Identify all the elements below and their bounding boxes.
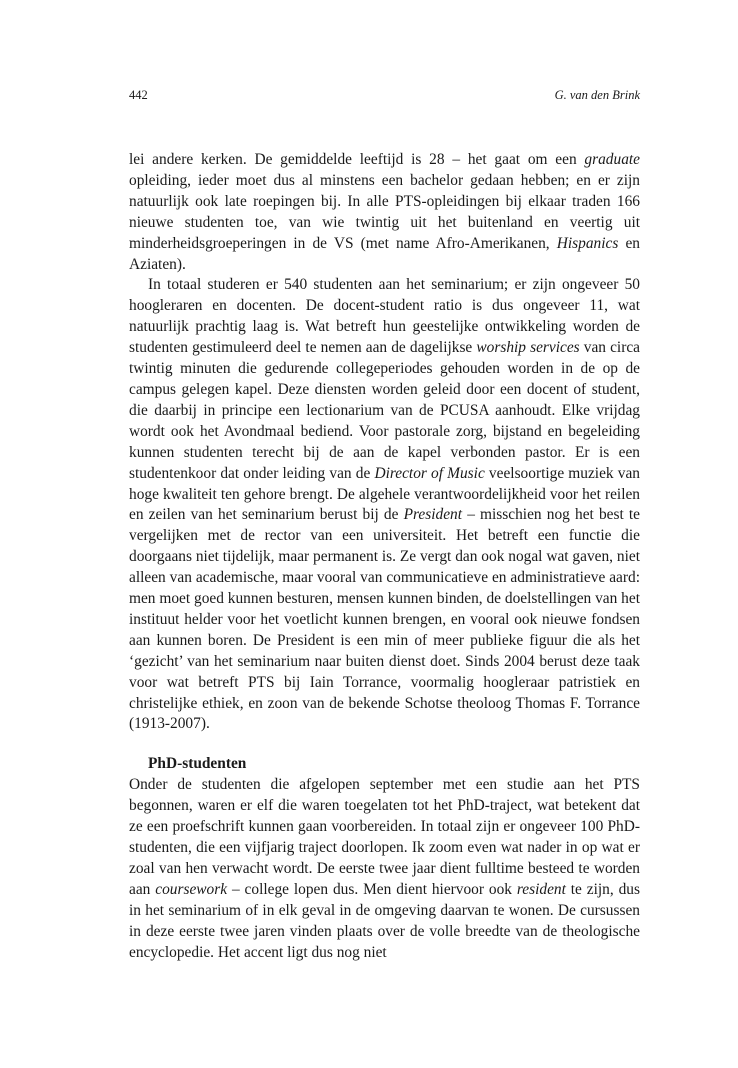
text-run: en Aziaten). (129, 234, 641, 273)
running-head (129, 88, 640, 114)
text-run: – college lopen dus. Men dient hiervoor ook (227, 880, 517, 898)
text-run: te zijn, dus in het seminarium of in elk geval in de omgeving daarvan te wonen. De cursussen in deze eerste twee jaren vinden plaats over de volle breedte van de theologische encyclopedie. Het accent ligt dus nog niet (129, 880, 640, 961)
italic-term: graduate (584, 151, 640, 168)
italic-term: Director of Music (374, 464, 485, 482)
text-run: In totaal studeren er 540 studenten aan het seminarium; er zijn ongeveer 50 hoogleraren en docenten. De docent-student ratio is dus ongeveer 11, wat natuurlijk prachtig laag is. Wat betreft hun geestelijke ontwikkeling worden de studenten gestimuleerd deel te nemen aan de dagelijkse (129, 276, 640, 357)
text-run: – misschien nog het best te vergelijken met de rector van een universiteit. Het betreft een functie die doorgaans niet tijdelijk, maar permanent is. Ze vergt dan ook nogal wat gaven, niet alleen van academische, maar vooral van communicatieve en administratieve aard: men moet goed kunnen besturen, mensen kunnen binden, de doelstellingen van het instituut helder voor het voetlicht kunnen brengen, en vooral ook nieuwe fondsen aan kunnen boren. De President is een min of meer publieke figuur die als het ‘gezicht’ van het seminarium naar buiten dienst doet. Sinds 2004 berust deze taak voor wat betreft PTS bij Iain Torrance, voormalig hoogleraar patristiek en christelijke ethiek, en zoon van de bekende Schotse theoloog Thomas F. Torrance (1913-2007). (129, 506, 641, 733)
paragraph-3 (129, 775, 640, 963)
italic-term: coursework (155, 880, 228, 898)
italic-term: worship services (476, 339, 580, 357)
paragraph-1 (129, 150, 640, 275)
book-page (129, 88, 640, 963)
section-heading: PhD-studenten (148, 755, 247, 773)
text-run: opleiding, ieder moet dus al minstens een bachelor gedaan hebben; en er zijn natuurlijk ook late roepingen bij. In alle PTS-opleidingen bij elkaar traden 166 nieuwe studenten toe, van wie twintig uit het buitenland en veertig uit minderheidsgroeperingen in de VS (met name Afro-Amerikanen, (129, 171, 640, 252)
body-text (129, 150, 640, 963)
italic-term: Hispanics (556, 234, 619, 252)
text-run: Onder de studenten die afgelopen september met een studie aan het PTS begonnen, waren er elf die waren toegelaten tot het PhD-traject, wat betekent dat ze een proefschrift kunnen gaan voorbereiden. In totaal zijn er ongeveer 100 PhD-studenten, die een vijfjarig traject doorlopen. Ik zoom even wat nader in op wat er zoal van hen verwacht wordt. De eerste twee jaar dient fulltime besteed te worden aan (129, 776, 640, 898)
italic-term: resident (516, 880, 566, 898)
italic-term: President (403, 506, 463, 524)
text-run: veelsoortige muziek van hoge kwaliteit ten gehore brengt. De algehele verantwoordelijkheid voor het reilen en zeilen van het seminarium berust bij de (129, 464, 640, 524)
page-number: 442 (129, 88, 148, 102)
text-run: van circa twintig minuten die gedurende collegeperiodes gehouden worden in de op de campus gelegen kapel. Deze diensten worden geleid door een docent of student, die daarbij in principe een lectionarium van de PCUSA aanhoudt. Elke vrijdag wordt ook het Avondmaal bediend. Voor pastorale zorg, bijstand en begeleiding kunnen studenten terecht bij de aan de kapel verbonden pastor. Er is een studentenkoor dat onder leiding van de (129, 339, 640, 482)
running-head-author: G. van den Brink (554, 88, 640, 102)
text-run: lei andere kerken. De gemiddelde leeftijd is 28 – het gaat om een (129, 151, 585, 168)
paragraph-2 (129, 275, 640, 735)
